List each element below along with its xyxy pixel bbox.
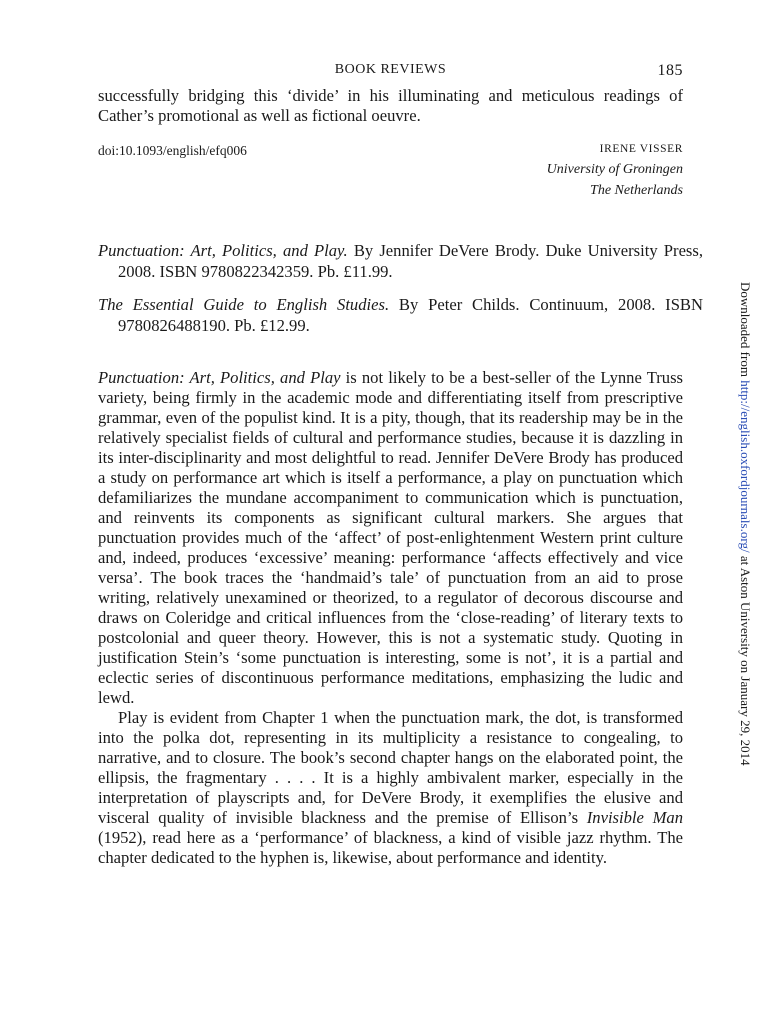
reviewer-affiliation-country: The Netherlands [590,183,683,198]
running-head [98,62,683,84]
review-text: is not likely to be a best-seller of the Lynne Truss variety, being firmly in the academic mode and differentiating itself from prescriptive grammar, even of the populist kind. It is a pity, though, that its readership may be in the relatively specialist fields of cultural and performance studies, because it is dazzling in its inter-disciplinarity and most delightful to read. Jennifer DeVere Brody has produced a study on performance art which is itself a performance, a play on punctuation which defamiliarizes the mundane accompaniment to communication which is punctuation, and reinvents its components as significant cultural markers. She argues that punctuation provides much of the ‘affect’ of post-enlightenment Western print culture and, indeed, produces ‘excessive’ meaning: performance ‘affects effectively and vice versa’. The book traces the ‘handmaid’s tale’ of punctuation from an aid to prose writing, relatively unexamined or theorized, to a regulator of decorous discourse and draws on Coleridge and critical influences from the ‘close-reading’ of literary texts to postcolonial and queer theory. However, this is not a systematic study. Quoting in justification Stein’s ‘some punctuation is interesting, some is not’, it is a partial and eclectic series of discontinuous performance meditations, emphasizing the ludic and lewd. [98,368,683,707]
download-notice-prefix: Downloaded from [738,282,753,381]
review-text: Play is evident from Chapter 1 when the punctuation mark, the dot, is transformed into the polka dot, representing in its multiplicity a resistance to congealing, to narrative, and to closure. The book’s second chapter hangs on the elaborated point, the ellipsis, the fragmentary . . . . It is a highly ambivalent marker, especially in the interpretation of playscripts and, for DeVere Brody, it exemplifies the elusive and visceral quality of invisible blackness and the premise of Ellison’s [98,708,683,827]
download-notice-suffix: at Aston University on January 29, 2014 [738,552,753,766]
book-details: By Peter Childs. Continuum, 2008. ISBN 9780826488190. Pb. £12.99. [118,295,703,335]
running-head-title: BOOK REVIEWS [334,62,447,77]
reviewer-affiliation-university: University of Groningen [546,162,683,177]
book-citation-punctuation [98,240,703,282]
reviewer-name: IRENE VISSER [599,143,683,155]
book-citation-essential-guide [98,294,703,336]
book-details: By Jennifer DeVere Brody. Duke University Press, 2008. ISBN 9780822342359. Pb. £11.99. [118,241,703,281]
review-paragraph-2 [98,708,683,868]
page-number: 185 [657,62,683,79]
review-paragraph-1 [98,368,683,708]
book-title: The Essential Guide to English Studies. [98,295,390,314]
intro-paragraph: successfully bridging this ‘divide’ in his illuminating and meticulous readings of Cather’s promotional as well as fictional oeuvre. [98,86,683,125]
doi-reference: doi:10.1093/english/efq006 [98,143,247,158]
book-title: Punctuation: Art, Politics, and Play. [98,241,348,260]
review-body [98,368,683,868]
journal-link[interactable]: http://english.oxfordjournals.org/ [738,380,753,553]
doi-block [98,143,683,203]
review-book-title: Punctuation: Art, Politics, and Play [98,368,341,387]
download-notice [733,282,757,772]
review-text: (1952), read here as a ‘performance’ of blackness, a kind of visible jazz rhythm. The chapter dedicated to the hyphen is, likewise, about performance and identity. [98,828,683,867]
cited-work-title: Invisible Man [586,808,683,827]
